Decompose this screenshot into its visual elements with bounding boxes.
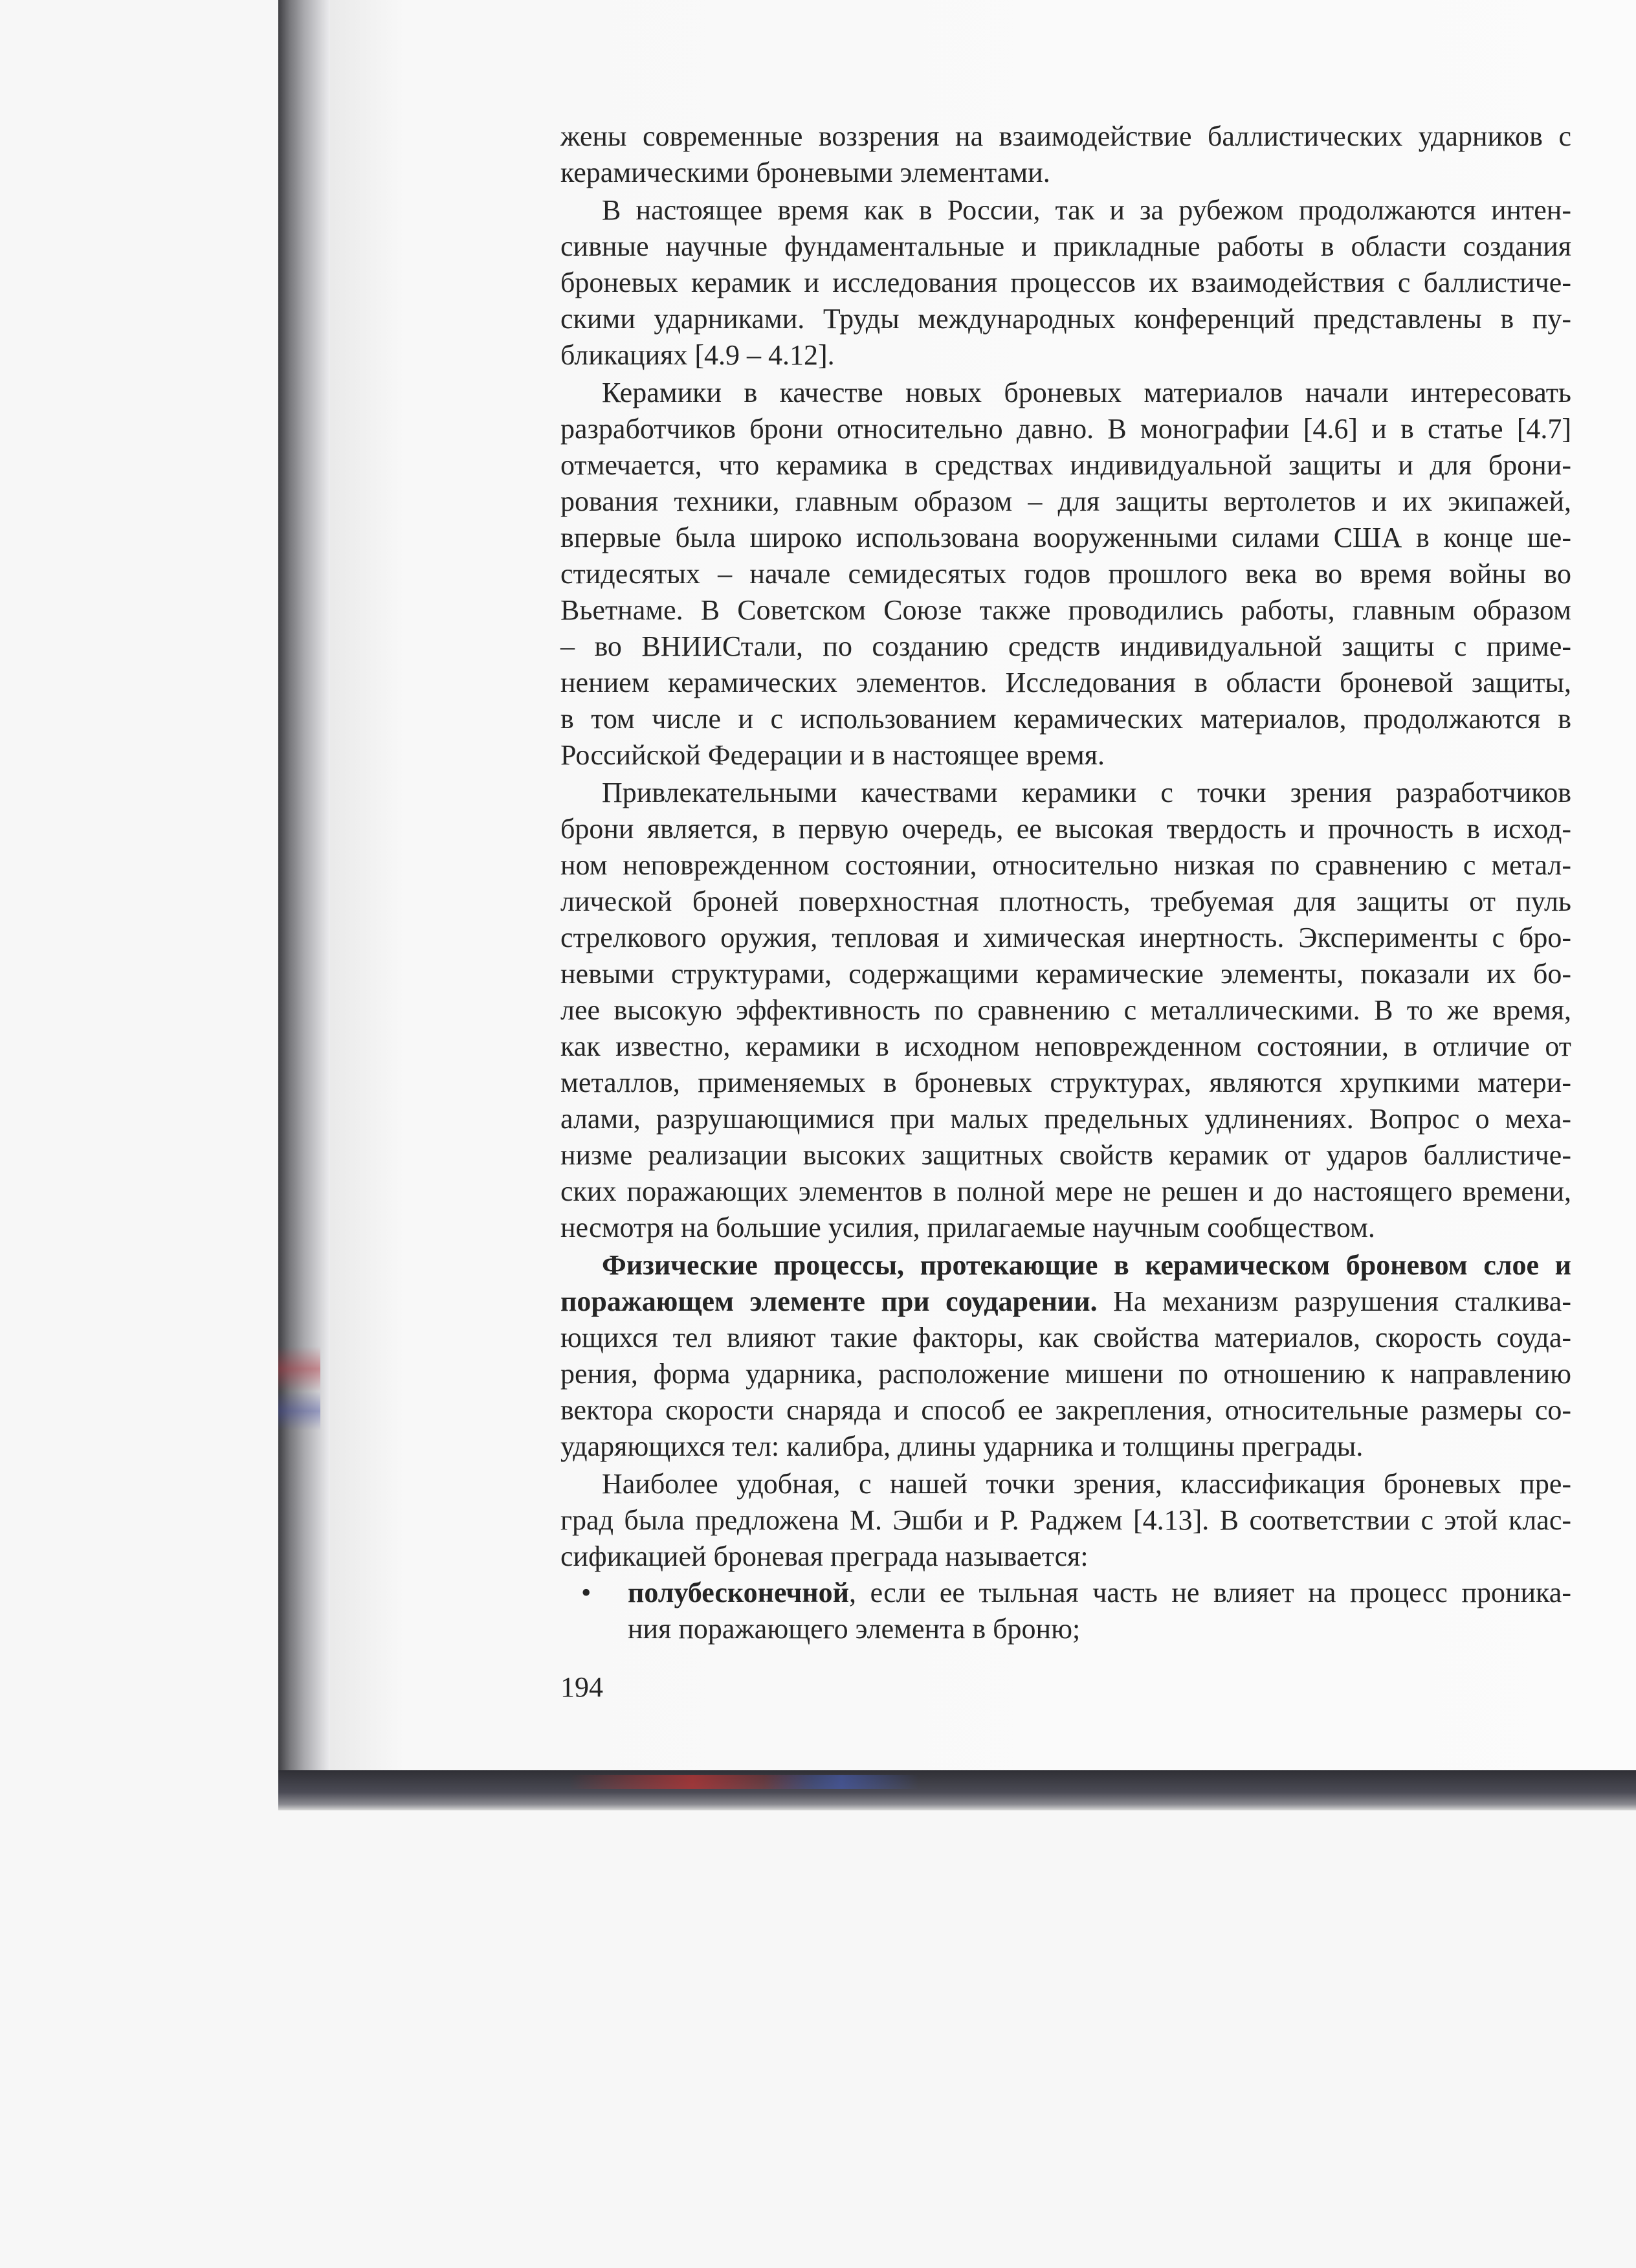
text-line: керамическими броневыми элементами. xyxy=(560,157,1050,188)
text-line: низме реализации высоких защитных свойств керамик от ударов баллистиче- xyxy=(560,1139,1571,1171)
page-number: 194 xyxy=(560,1671,603,1703)
text-line: град была предложена М. Эшби и Р. Раджем [4.13]. В соответствии с этой клас- xyxy=(560,1504,1571,1536)
text-line: отмечается, что керамика в средствах индивидуальной защиты и для брони- xyxy=(560,449,1571,481)
text-line: лической броней поверхностная плотность, требуемая для защиты от пуль xyxy=(560,885,1571,917)
book-binding-shadow xyxy=(278,0,330,1799)
text-line: ном неповрежденном состоянии, относительно низкая по сравнению с метал- xyxy=(560,849,1571,881)
text-line: в том числе и с использованием керамических материалов, продолжаются в xyxy=(560,703,1571,735)
text-line: скими ударниками. Труды международных конференций представлены в пу- xyxy=(560,303,1571,335)
section-heading-line: Физические процессы, протекающие в керамическом броневом слое и xyxy=(602,1249,1571,1281)
text-run: , если ее тыльная часть не влияет на процесс проника- xyxy=(848,1577,1571,1608)
text-line: В настоящее время как в России, так и за рубежом продолжаются интен- xyxy=(602,194,1571,226)
page-edge-stripe-blue xyxy=(764,1775,919,1789)
text-line: алами, разрушающимися при малых предельных удлинениях. Вопрос о меха- xyxy=(560,1103,1571,1135)
text-line: Наиболее удобная, с нашей точки зрения, классификация броневых пре- xyxy=(602,1468,1571,1500)
page-bottom-edge-shadow xyxy=(278,1770,1636,1810)
text-line: разработчиков брони относительно давно. В монографии [4.6] и в статье [4.7] xyxy=(560,413,1571,445)
text-line: стрелкового оружия, тепловая и химическая инертность. Эксперименты с бро- xyxy=(560,922,1571,953)
text-line: Вьетнаме. В Советском Союзе также проводились работы, главным образом xyxy=(560,594,1571,626)
text-line: Привлекательными качествами керамики с точки зрения разработчиков xyxy=(602,777,1571,808)
text-line: жены современные воззрения на взаимодействие баллистических ударников с xyxy=(560,120,1571,152)
text-line: стидесятых – начале семидесятых годов прошлого века во время войны во xyxy=(560,558,1571,590)
term-bold: полубесконечной xyxy=(628,1577,849,1608)
text-line: нением керамических элементов. Исследования в области броневой защиты, xyxy=(560,667,1571,698)
section-heading-end: поражающем элементе при соударении. xyxy=(560,1285,1098,1317)
text-line: как известно, керамики в исходном неповрежденном состоянии, в отличие от xyxy=(560,1030,1571,1062)
text-line: металлов, применяемых в броневых структурах, являются хрупкими матери- xyxy=(560,1067,1571,1098)
text-run: На механизм разрушения сталкива- xyxy=(1097,1285,1571,1317)
text-line: – во ВНИИСтали, по созданию средств индивидуальной защиты с приме- xyxy=(560,630,1571,662)
text-line: вектора скорости снаряда и способ ее закрепления, относительные размеры со- xyxy=(560,1394,1571,1426)
text-line: сификацией броневая преграда называется: xyxy=(560,1540,1089,1572)
text-line: ских поражающих элементов в полной мере не решен и до настоящего времени, xyxy=(560,1175,1571,1207)
text-line: сивные научные фундаментальные и прикладные работы в области создания xyxy=(560,230,1571,262)
text-line: ударяющихся тел: калибра, длины ударника и толщины преграды. xyxy=(560,1430,1364,1462)
text-line: рения, форма ударника, расположение мишени по отношению к направлению xyxy=(560,1358,1571,1390)
bullet-icon: • xyxy=(581,1577,591,1608)
text-line: невыми структурами, содержащими керамические элементы, показали их бо- xyxy=(560,958,1571,990)
text-line: впервые была широко использована вооруженными силами США в конце ше- xyxy=(560,522,1571,553)
text-line: ющихся тел влияют такие факторы, как свойства материалов, скорость соуда- xyxy=(560,1322,1571,1353)
text-line: Российской Федерации и в настоящее время. xyxy=(560,739,1105,771)
text-line: рования техники, главным образом – для защиты вертолетов и их экипажей, xyxy=(560,485,1571,517)
text-line: лее высокую эффективность по сравнению с металлическими. В то же время, xyxy=(560,994,1571,1026)
text-line xyxy=(560,1284,1571,1319)
text-line: броневых керамик и исследования процессов их взаимодействия с баллистиче- xyxy=(560,267,1571,298)
binding-color-stripe-red xyxy=(278,1346,320,1392)
list-item-line xyxy=(628,1575,1571,1610)
binding-color-stripe-blue xyxy=(278,1392,320,1430)
list-item-line: ния поражающего элемента в броню; xyxy=(628,1613,1081,1645)
text-line: несмотря на большие усилия, прилагаемые научным сообществом. xyxy=(560,1212,1375,1243)
text-line: Керамики в качестве новых броневых материалов начали интересовать xyxy=(602,377,1571,408)
text-line: брони является, в первую очередь, ее высокая твердость и прочность в исход- xyxy=(560,813,1571,845)
text-line: бликациях [4.9 – 4.12]. xyxy=(560,339,835,371)
